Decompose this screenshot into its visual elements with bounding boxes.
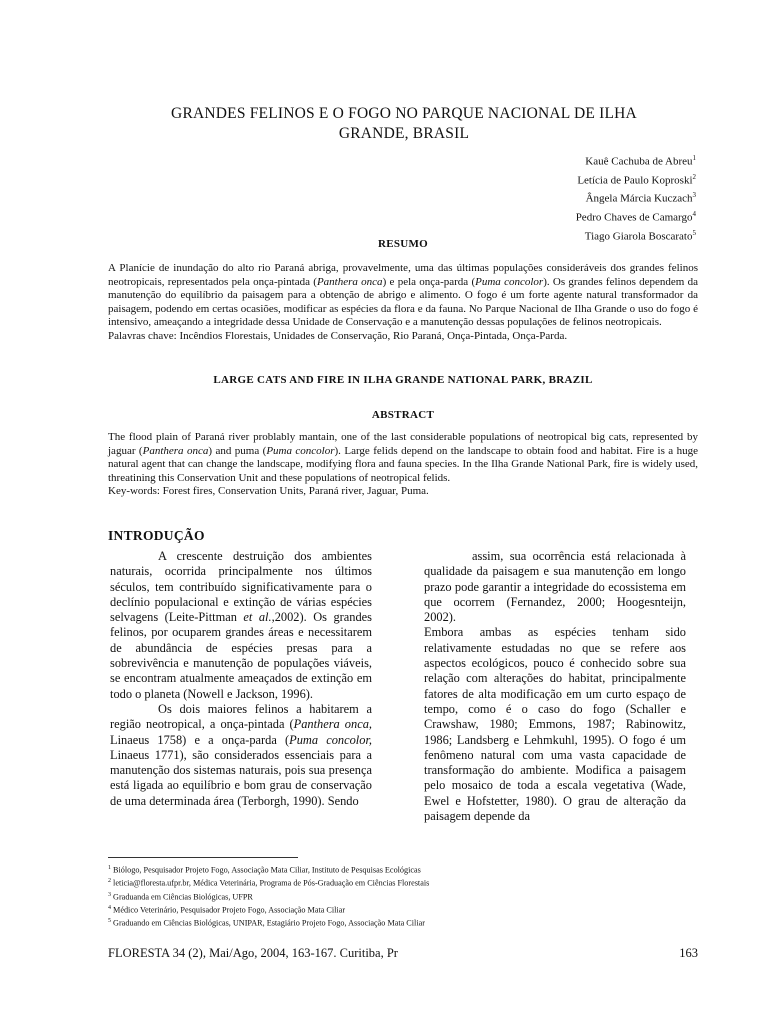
author (576, 188, 696, 207)
body-paragraph (110, 549, 372, 702)
abstract-body (108, 431, 698, 499)
footnote (108, 916, 698, 929)
footnote-mark: 2 (108, 878, 111, 885)
species-name: Panthera onca (142, 444, 209, 457)
journal-citation: FLORESTA 34 (2), Mai/Ago, 2004, 163-167. Curitiba, Pr (108, 946, 398, 960)
author-name: Kauê Cachuba de Abreu (585, 155, 693, 168)
author-list (576, 151, 696, 244)
italic-run: et al. (243, 610, 272, 625)
abstract-paragraph (108, 431, 698, 485)
footnote-text: Graduando em Ciências Biológicas, UNIPAR, Estagiário Projeto Fogo, Associação Mata Ciliar (111, 919, 425, 929)
author-name: Ângela Márcia Kuczach (585, 192, 693, 205)
author (576, 207, 696, 226)
footnote (108, 890, 698, 903)
footnote-divider (108, 857, 298, 858)
species-name: Panthera onca, (293, 717, 372, 732)
title-line: GRANDE, BRASIL (338, 125, 470, 142)
body-paragraph: Embora ambas as espécies tenham sido relativamente estudadas no que se refere aos aspectos ecológicos, pouco é conhecido sobre sua relação com alterações do habitat, principalmente fatores de alta modificação em um curto espaço de tempo, como é o caso do fogo (Schaller e Crawshaw, 1980; Emmons, 1987; Rabinowitz, 1986; Landsberg e Lehmkuhl, 1995). O fogo é um fenômeno natural com uma vasta capacidade de transformação do ambiente. Modifica a paisagem pelo mosaico de toda a escala vegetativa (Wade, Ewel e Hofstetter, 1980). O grau de alteração da paisagem depende da (424, 625, 686, 824)
footnote-text: leticia@floresta.ufpr.br, Médica Veterinária, Programa de Pós-Graduação em Ciências Florestais (111, 879, 430, 889)
english-title: LARGE CATS AND FIRE IN ILHA GRANDE NATIONAL PARK, BRAZIL (213, 374, 593, 386)
footnote (108, 863, 698, 876)
text-run: Os dois maiores felinos a habitarem a região neotropical, a onça-pintada ( (110, 701, 372, 732)
left-column (110, 549, 372, 809)
abstract-keywords: Key-words: Forest fires, Conservation Units, Paraná river, Jaguar, Puma. (108, 485, 429, 497)
text-run: ) e pela onça-parda ( (382, 275, 476, 288)
author-name: Letícia de Paulo Koproski (577, 174, 693, 187)
right-column (424, 549, 686, 824)
footnote-text: Graduanda em Ciências Biológicas, UFPR (111, 892, 253, 902)
text-run: ). Large felids depend on the landscape to obtain food and habitat. Fire is a huge natural agent that can change the landscape, modifying flora and fauna species. In the Ilha Grande National Park, fire is widely used, threatining this Conservation Unit and these populations of neotropical felids. (108, 444, 698, 484)
affiliation-mark: 3 (692, 191, 696, 200)
affiliation-mark: 5 (692, 228, 696, 237)
affiliation-mark: 1 (692, 154, 696, 162)
author (576, 151, 696, 170)
footnote (108, 903, 698, 916)
body-paragraph (110, 702, 372, 809)
text-run: ). Os grandes felinos dependem da manutenção do equilíbrio da paisagem para a obtenção de abrigo e alimento. O fogo é um forte agente natural transformador da paisagem, podendo em certas ocasiões, modificar as espécies da flora e da fauna. No Parque Nacional de Ilha Grande o uso do fogo é intensivo, ameaçando a integridade dessa Unidade de Conservação e a manutenção dessas populações de felinos neotropicais. (108, 275, 699, 328)
footnote-text: Médico Veterinário, Pesquisador Projeto Fogo, Associação Mata Ciliar (111, 905, 346, 915)
resumo-body (108, 262, 698, 343)
footnote-mark: 1 (108, 865, 111, 871)
footnote-mark: 4 (108, 904, 111, 911)
species-name: Puma concolor (475, 275, 544, 288)
text-run: ,2002). Os grandes felinos, por ocuparem grandes áreas e necessitarem de abundância de espécies presas para a sobrevivência e manutenção de populações viáveis, se encontram atualmente ameaçados de extinção em todo o planeta (Nowell e Jackson, 1996). (110, 610, 373, 701)
text-run: The flood plain of Paraná river problably mantain, one of the last considerable populations of neotropical big cats, represented by jaguar ( (108, 431, 698, 457)
paper-title (110, 104, 698, 144)
footnote-mark: 5 (108, 918, 111, 925)
introduction-heading: INTRODUÇÃO (108, 528, 205, 543)
species-name: Puma concolor, (289, 732, 372, 747)
author-name: Pedro Chaves de Camargo (575, 211, 693, 224)
footnote-text: Biólogo, Pesquisador Projeto Fogo, Associação Mata Ciliar, Instituto de Pesquisas Ecológicas (111, 865, 421, 875)
text-run: A crescente destruição dos ambientes naturais, ocorrida principalmente nos últimos séculos, tem contribuído significativamente para o declínio populacional e extinção de várias espécies selvagens (Leite-Pittman (110, 549, 372, 625)
affiliation-mark: 4 (692, 209, 696, 218)
text-run: A Planície de inundação do alto rio Paraná abriga, provavelmente, uma das últimas populações consideráveis dos grandes felinos neotropicais, representados pela onça-pintada ( (108, 262, 698, 288)
resumo-keywords: Palavras chave: Incêndios Florestais, Unidades de Conservação, Rio Paraná, Onça-Pintada, Onça-Parda. (108, 329, 568, 342)
resumo-heading: RESUMO (377, 238, 429, 250)
body-paragraph: assim, sua ocorrência está relacionada à qualidade da paisagem e sua manutenção em longo prazo pode garantir a integridade do ecossistema em que ocorrem (Fernandez, 2000; Hoogesnteijn, 2002). (424, 549, 686, 625)
affiliation-mark: 2 (692, 172, 696, 181)
footnote (108, 876, 698, 889)
species-name: Panthera onca (316, 275, 383, 288)
author (576, 170, 696, 189)
footnotes (108, 863, 698, 930)
text-run: ) and puma ( (208, 444, 267, 457)
text-run: Linaeus 1758) e a onça-parda ( (110, 732, 290, 747)
footnote-mark: 3 (108, 891, 111, 898)
author-name: Tiago Giarola Boscarato (584, 230, 693, 243)
page-footer (108, 946, 698, 961)
abstract-heading: ABSTRACT (371, 409, 435, 421)
species-name: Puma concolor (266, 444, 335, 457)
resumo-paragraph (108, 262, 698, 330)
title-line: GRANDES FELINOS E O FOGO NO PARQUE NACIONAL DE ILHA (171, 105, 637, 122)
text-run: Linaeus 1771), são considerados essenciais para a manutenção dos sistemas naturais, pois sua presença está ligada ao equilíbrio e bom grau de conservação de uma determinada área (Terborgh, 1990). Sendo (110, 747, 372, 808)
page-number: 163 (679, 946, 698, 960)
